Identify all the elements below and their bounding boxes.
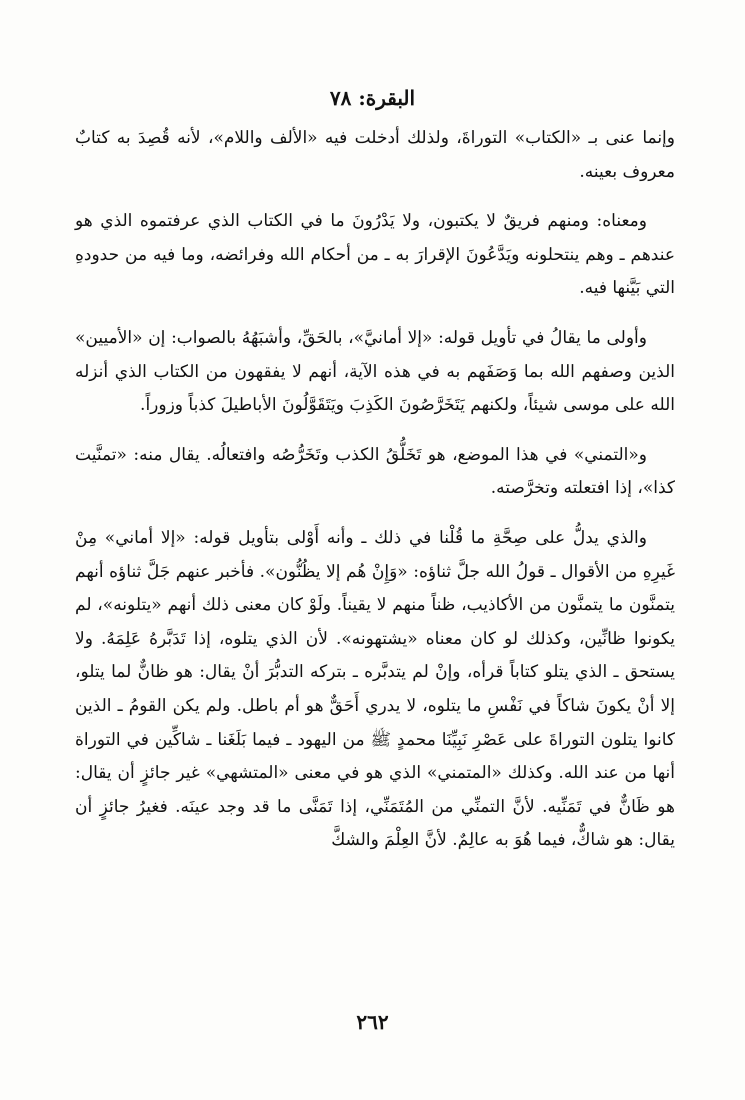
- body-text: [75, 122, 675, 874]
- page-header: البقرة: ٧٨: [329, 86, 416, 110]
- paragraph: ومعناه: ومنهم فريقٌ لا يكتبون، ولا يَدْرُونَ ما في الكتاب الذي عرفتموه الذي هو عندهم ـ وهم ينتحلونه ويَدَّعُونَ الإقرارَ به ـ من أحكام الله وفرائضه، وما فيه من حدودهِ التي بَيَّنها فيه.: [75, 211, 675, 299]
- page-number: ٢٦٢: [356, 1010, 389, 1034]
- paragraph: و«التمني» في هذا الموضع، هو تَخَلُّقُ الكذب وتَخَرُّصُه وافتعالُه. يقال منه: «تمنَّيت كذا»، إذا افتعلته وتخرَّصته.: [75, 444, 675, 499]
- paragraph: وإنما عنى بـ «الكتاب» التوراةَ، ولذلك أدخلت فيه «الألف واللام»، لأنه قُصِدَ به كتابٌ معروف بعينه.: [75, 128, 675, 182]
- paragraph: وأولى ما يقالُ في تأويل قوله: «إلا أمانيَّ»، بالحَقِّ، وأشبَهُهُ بالصواب: إن «الأميين» الذين وصفهم الله بما وَصَفَهم به في هذه الآية، أنهم لا يفقهون من الكتاب الذي أنزله الله على موسى شيئاً، ولكنهم يَتَخَرَّصُونَ الكَذِبَ ويَتَقَوَّلُونَ الأباطيلَ كذباً وزوراً.: [75, 327, 675, 416]
- paragraph: والذي يدلُّ على صِحَّةِ ما قُلْنا في ذلك ـ وأنه أَوْلى بتأويل قوله: «إلا أماني» مِنْ غَيرِهِ من الأقوال ـ قولُ الله جلَّ ثناؤه: «وَإِنْ هُم إلا يظُنُّون». فأخبر عنهم جَلَّ ثناؤه أنهم يتمنَّون ما يتمنَّون من الأكاذيب، ظناً منهم لا يقيناً. ولَوْ كان معنى ذلك أنهم «يتلونه»، لم يكونوا ظانِّين، وكذلك لو كان معناه «يشتهونه». لأن الذي يتلوه، إذا تَدَبَّرهُ عَلِمَهُ. ولا يستحق ـ الذي يتلو كتاباً قرأه، وإنْ لم يتدبَّره ـ بتركه التدبُّرَ أنْ يقال: هو ظانٌّ لما يتلو، إلا أنْ يكونَ شاكاً في نَفْسِ ما يتلوه، لا يدري أَحَقٌّ هو أم باطل. ولم يكن القومُ ـ الذين كانوا يتلون التوراةَ على عَصْرِ نَبِيِّنَا محمدٍ ﷺ من اليهود ـ فيما بَلَغَنا ـ شاكِّين في التوراة أنها من عند الله. وكذلك «المتمني» الذي هو في معنى «المتشهي» غير جائزٍ أن يقال: هو ظَانٌّ في تَمَنِّيه. لأنَّ التمنِّي من المُتَمَنِّي، إذا تَمَنَّى ما قد وجد عينَه. فغيرُ جائزٍ أن يقال: هو شاكٌّ، فيما هُوَ به عالِمٌ. لأنَّ العِلْمَ والشكَّ: [75, 527, 675, 851]
